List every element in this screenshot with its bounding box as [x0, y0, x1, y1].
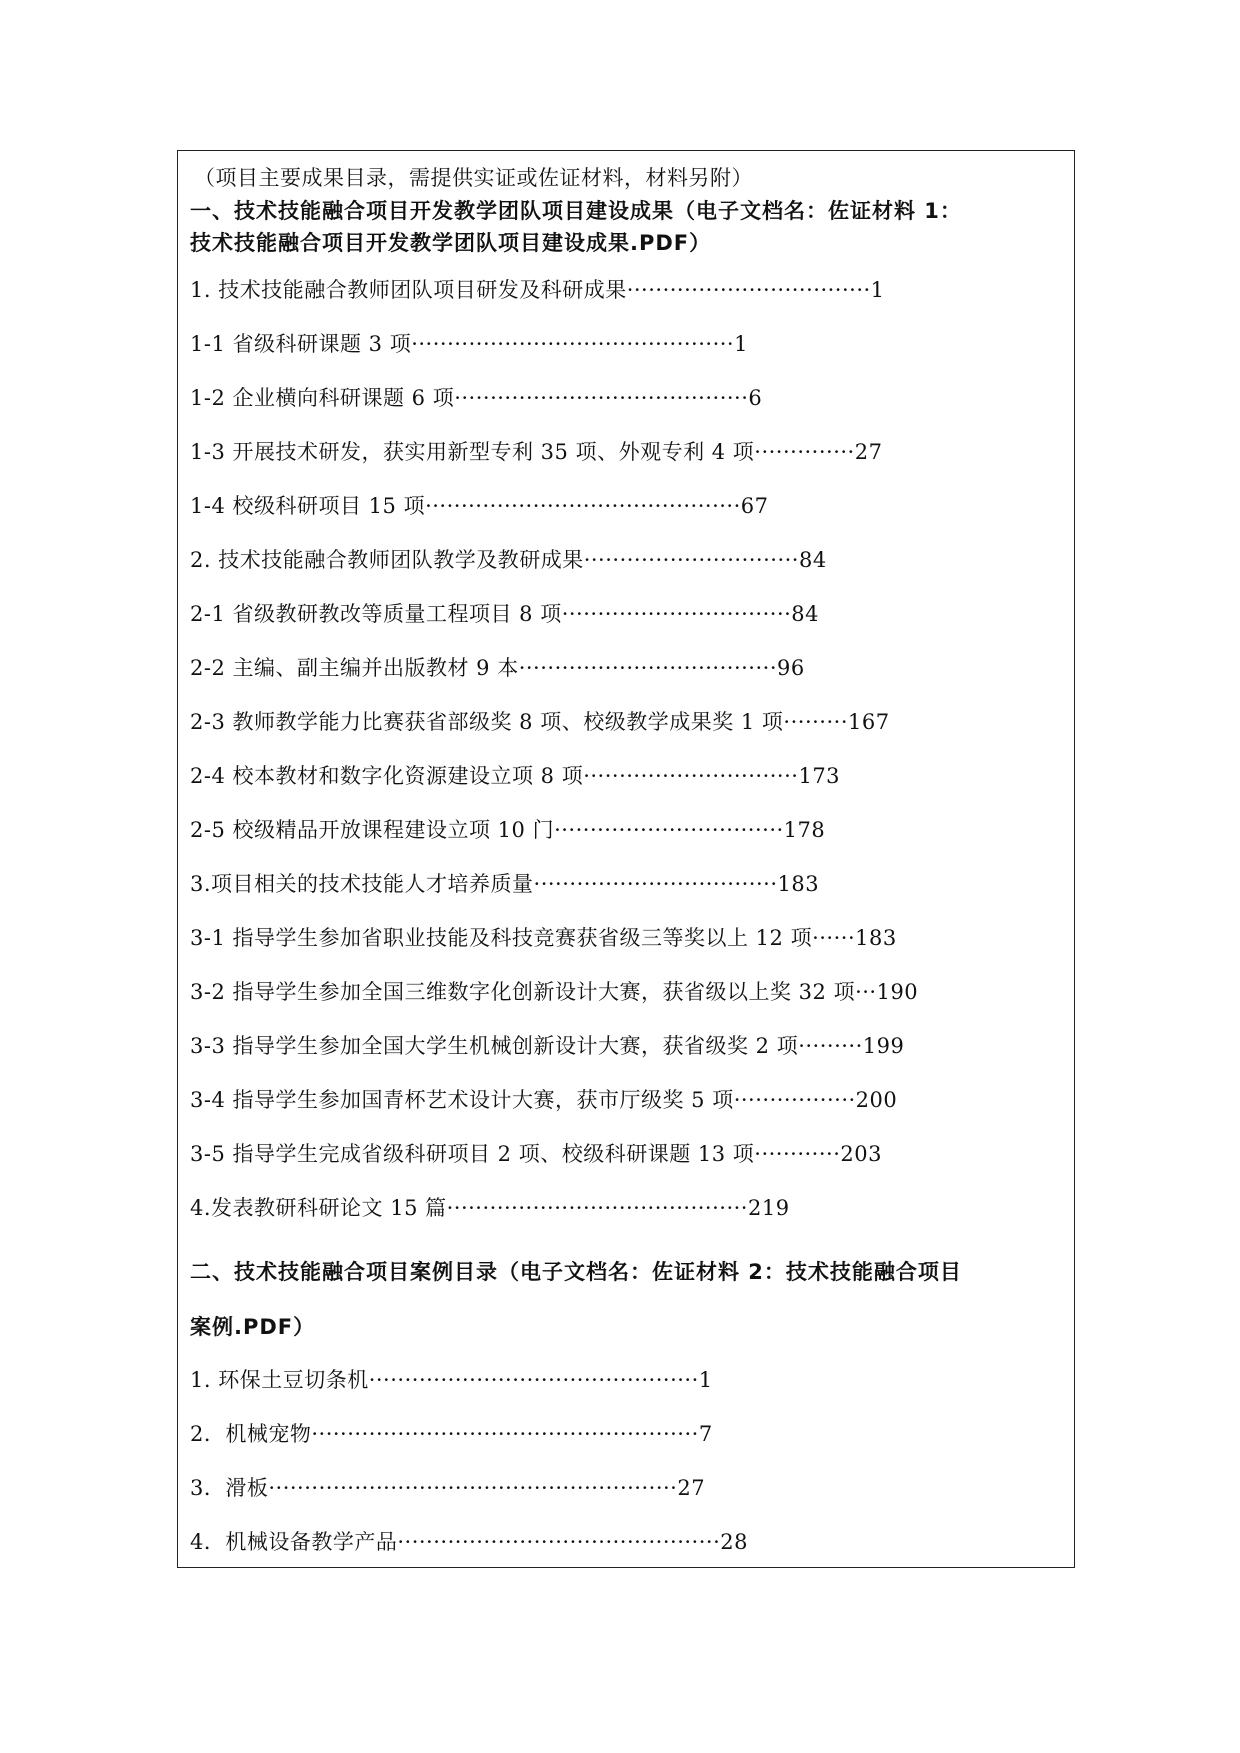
toc-entry: 2-4 校本教材和数字化资源建设立项 8 项······························173 [190, 764, 841, 788]
document-frame [177, 150, 1075, 1568]
toc-entry: 2. 技术技能融合教师团队教学及教研成果······························84 [190, 548, 827, 572]
toc-entry: 1-1 省级科研课题 3 项·············································1 [190, 332, 748, 356]
toc-entry: 3-3 指导学生参加全国大学生机械创新设计大赛，获省级奖 2 项·········199 [190, 1034, 905, 1058]
section-2-toc-list [190, 1367, 1062, 1583]
toc-entry: 3-5 指导学生完成省级科研项目 2 项、校级科研课题 13 项············203 [190, 1142, 882, 1166]
toc-entry: 3．滑板·························································27 [190, 1476, 706, 1500]
section-1-toc-list [190, 277, 1062, 1249]
section-1-title-line-2: 技术技能融合项目开发教学团队项目建设成果.PDF） [190, 231, 712, 255]
section-2-title-line-1: 二、技术技能融合项目案例目录（电子文档名：佐证材料 2：技术技能融合项目 [190, 1260, 962, 1284]
section-1-title-line-1: 一、技术技能融合项目开发教学团队项目建设成果（电子文档名：佐证材料 1： [190, 199, 962, 223]
toc-entry: 2-2 主编、副主编并出版教材 9 本····································96 [190, 656, 805, 680]
toc-entry: 4．机械设备教学产品·············································28 [190, 1530, 748, 1554]
document-content [190, 165, 1062, 1583]
section-1 [190, 195, 1062, 1249]
toc-entry: 3-2 指导学生参加全国三维数字化创新设计大赛，获省级以上奖 32 项···190 [190, 980, 919, 1004]
toc-entry: 3-4 指导学生参加国青杯艺术设计大赛，获市厅级奖 5 项·················200 [190, 1088, 898, 1112]
toc-entry: 2．机械宠物······················································7 [190, 1422, 713, 1446]
toc-entry: 2-1 省级教研教改等质量工程项目 8 项································84 [190, 602, 820, 626]
section-2-title-line-2: 案例.PDF） [190, 1315, 316, 1339]
toc-entry: 4.发表教研科研论文 15 篇··········································219 [190, 1196, 790, 1220]
toc-entry: 2-5 校级精品开放课程建设立项 10 门································178 [190, 818, 826, 842]
instruction-note: （项目主要成果目录，需提供实证或佐证材料，材料另附） [194, 166, 753, 190]
toc-entry: 1. 技术技能融合教师团队项目研发及科研成果··································1 [190, 278, 885, 302]
toc-entry: 1. 环保土豆切条机··············································1 [190, 1368, 713, 1392]
toc-entry: 1-2 企业横向科研课题 6 项·········································6 [190, 386, 763, 410]
toc-entry: 3.项目相关的技术技能人才培养质量··································183 [190, 872, 820, 896]
section-2 [190, 1245, 1062, 1583]
toc-entry: 2-3 教师教学能力比赛获省部级奖 8 项、校级教学成果奖 1 项·········167 [190, 710, 890, 734]
toc-entry: 1-3 开展技术研发，获实用新型专利 35 项、外观专利 4 项··············27 [190, 440, 883, 464]
toc-entry: 1-4 校级科研项目 15 项············································67 [190, 494, 769, 518]
toc-entry: 3-1 指导学生参加省职业技能及科技竞赛获省级三等奖以上 12 项······183 [190, 926, 897, 950]
